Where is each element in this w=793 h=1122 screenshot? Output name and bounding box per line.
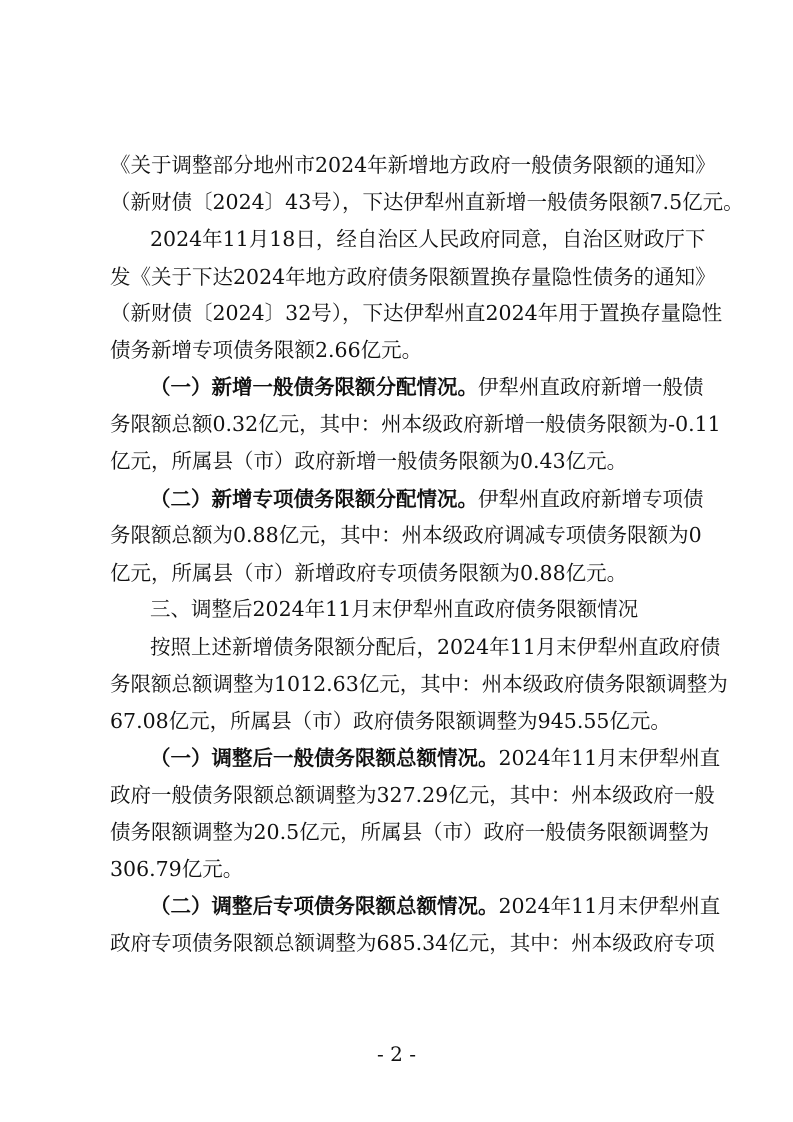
paragraph-line: 政府一般债务限额总额调整为327.29亿元，其中：州本级政府一般 xyxy=(110,783,715,807)
paragraph-text: 2024年11月末伊犁州直 xyxy=(498,746,721,770)
paragraph-line xyxy=(150,890,721,922)
subsection-heading: （一）调整后一般债务限额总额情况。 xyxy=(150,746,499,770)
paragraph-line: 2024年11月18日，经自治区人民政府同意，自治区财政厅下 xyxy=(150,227,706,251)
page-number: - 2 - xyxy=(377,1042,416,1066)
paragraph-line: 发《关于下达2024年地方政府债务限额置换存量隐性债务的通知》 xyxy=(110,265,716,289)
paragraph-line: 《关于调整部分地州市2024年新增地方政府一般债务限额的通知》 xyxy=(110,153,716,177)
subsection-heading: （二）调整后专项债务限额总额情况。 xyxy=(150,894,499,918)
paragraph-line: 亿元，所属县（市）政府新增一般债务限额为0.43亿元。 xyxy=(110,449,628,473)
paragraph-line: 政府专项债务限额总额调整为685.34亿元，其中：州本级政府专项 xyxy=(110,931,715,955)
paragraph-line: 债务限额调整为20.5亿元，所属县（市）政府一般债务限额调整为 xyxy=(110,820,710,844)
paragraph-line xyxy=(150,742,721,774)
paragraph-line: 务限额总额为0.88亿元，其中：州本级政府调减专项债务限额为0 xyxy=(110,523,702,547)
subsection-heading: （一）新增一般债务限额分配情况。 xyxy=(150,375,478,399)
paragraph-line: 按照上述新增债务限额分配后，2024年11月末伊犁州直政府债 xyxy=(150,635,721,659)
paragraph-line: 务限额总额调整为1012.63亿元，其中：州本级政府债务限额调整为 xyxy=(110,672,728,696)
paragraph-line: （新财债〔2024〕32号），下达伊犁州直2024年用于置换存量隐性 xyxy=(110,301,723,325)
paragraph-text: 伊犁州直政府新增一般债 xyxy=(478,375,704,399)
paragraph-line: 67.08亿元，所属县（市）政府债务限额调整为945.55亿元。 xyxy=(110,709,671,733)
paragraph-line xyxy=(150,483,704,515)
paragraph-line: 306.79亿元。 xyxy=(110,857,244,881)
subsection-heading: （二）新增专项债务限额分配情况。 xyxy=(150,487,478,511)
section-heading: 三、调整后2024年11月末伊犁州直政府债务限额情况 xyxy=(150,597,639,621)
paragraph-line: 亿元，所属县（市）新增政府专项债务限额为0.88亿元。 xyxy=(110,561,628,585)
paragraph-text: 2024年11月末伊犁州直 xyxy=(498,894,721,918)
paragraph-line: （新财债〔2024〕43号），下达伊犁州直新增一般债务限额7.5亿元。 xyxy=(110,190,744,214)
paragraph-line: 债务新增专项债务限额2.66亿元。 xyxy=(110,338,423,362)
paragraph-line: 务限额总额0.32亿元，其中：州本级政府新增一般债务限额为-0.11 xyxy=(110,412,721,436)
paragraph-text: 伊犁州直政府新增专项债 xyxy=(478,487,704,511)
paragraph-line xyxy=(150,371,704,403)
